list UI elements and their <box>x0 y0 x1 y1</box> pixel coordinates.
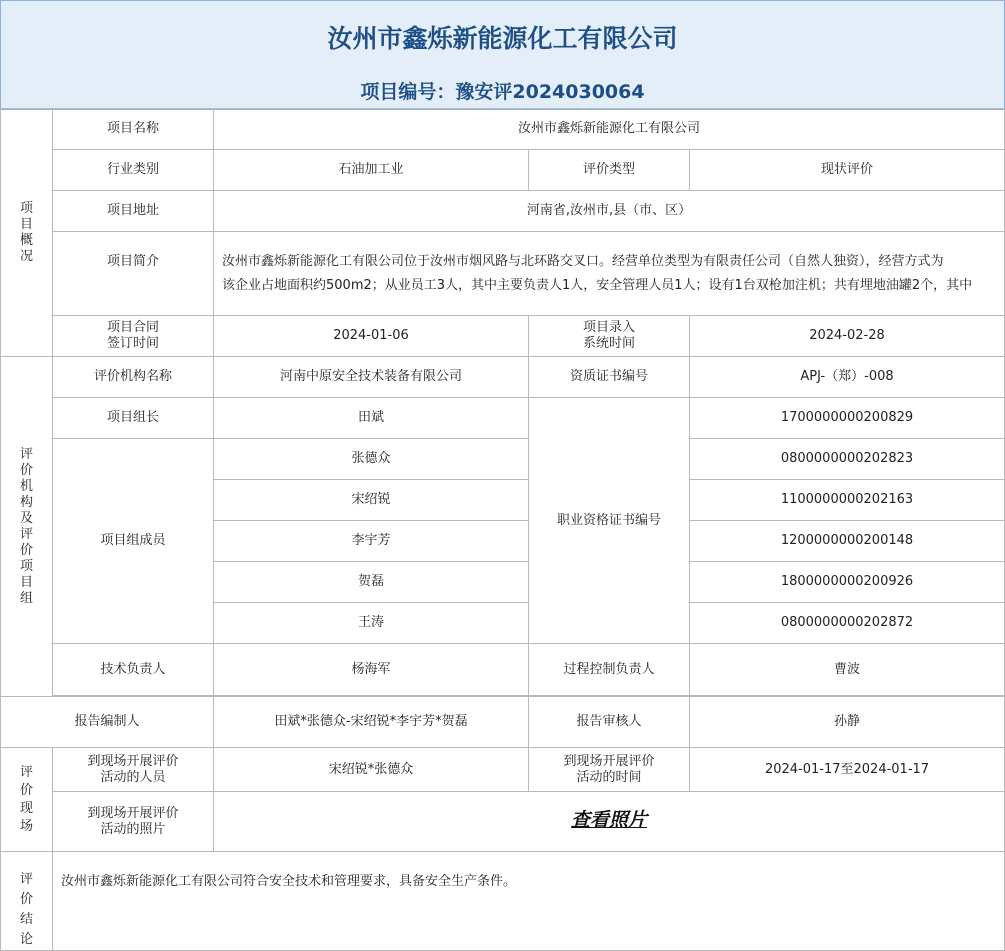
site-time-value: 2024-01-17至2024-01-17 <box>690 748 1005 792</box>
contract-date-value: 2024-01-06 <box>214 316 529 357</box>
job-cert-label: 职业资格证书编号 <box>529 398 690 644</box>
site-people-label-line: 活动的人员 <box>100 769 166 785</box>
site-photo-label-line: 活动的照片 <box>100 821 166 837</box>
process-lead-value: 曹波 <box>690 644 1005 696</box>
org-value: 河南中原安全技术装备有限公司 <box>214 357 529 398</box>
site-photo-label-line: 到现场开展评价 <box>87 805 179 821</box>
org-label: 评价机构名称 <box>53 357 214 398</box>
eval-type-label: 评价类型 <box>529 150 690 191</box>
member-name: 李宇芳 <box>214 521 529 562</box>
report-reviewer-label: 报告审核人 <box>529 697 690 748</box>
tech-lead-value: 杨海军 <box>214 644 529 696</box>
section-label-site: 评 价 现 场 <box>1 748 53 852</box>
intro-line: 该企业占地面积约500m2；从业员工3人，其中主要负责人1人，安全管理人员1人；设有1台双枪加注机；共有埋地油罐2个，其中 <box>222 277 973 293</box>
report-author-label: 报告编制人 <box>1 697 214 748</box>
site-people-label <box>53 748 214 792</box>
site-people-value: 宋绍锐*张德众 <box>214 748 529 792</box>
project-name-label: 项目名称 <box>53 109 214 150</box>
address-value: 河南省,汝州市,县（市、区） <box>214 191 1005 232</box>
entry-date-label-line: 系统时间 <box>582 336 635 351</box>
member-name: 王涛 <box>214 603 529 644</box>
view-photos-link[interactable]: 查看照片 <box>571 809 648 831</box>
member-cert: 1800000000200926 <box>690 562 1005 603</box>
report-reviewer-value: 孙静 <box>690 697 1005 748</box>
member-name: 张德众 <box>214 439 529 480</box>
conclusion-text: 汝州市鑫烁新能源化工有限公司符合安全技术和管理要求，具备安全生产条件。 <box>53 852 1005 951</box>
cert-value: APJ-（郑）-008 <box>690 357 1005 398</box>
member-cert: 1200000000200148 <box>690 521 1005 562</box>
process-lead-label: 过程控制负责人 <box>529 644 690 696</box>
member-name: 贺磊 <box>214 562 529 603</box>
leader-label: 项目组长 <box>53 398 214 439</box>
contract-date-label-line: 项目合同 <box>106 320 159 335</box>
industry-label: 行业类别 <box>53 150 214 191</box>
cert-label: 资质证书编号 <box>529 357 690 398</box>
site-people-label-line: 到现场开展评价 <box>87 753 179 769</box>
project-info-table <box>0 108 1005 951</box>
company-title: 汝州市鑫烁新能源化工有限公司 <box>327 24 678 53</box>
page-header <box>0 0 1005 110</box>
member-name: 宋绍锐 <box>214 480 529 521</box>
site-photo-label <box>53 792 214 852</box>
contract-date-label <box>53 316 214 357</box>
report-author-value: 田斌*张德众-宋绍锐*李宇芳*贺磊 <box>214 697 529 748</box>
intro-value <box>214 232 1005 316</box>
address-label: 项目地址 <box>53 191 214 232</box>
member-cert: 0800000000202823 <box>690 439 1005 480</box>
site-photo-cell <box>214 792 1005 852</box>
intro-line: 汝州市鑫烁新能源化工有限公司位于汝州市烟风路与北环路交叉口。经营单位类型为有限责任公司（自然人独资），经营方式为 <box>222 253 944 269</box>
section-label-overview: 项 目 概 况 <box>1 109 53 357</box>
entry-date-label <box>529 316 690 357</box>
entry-date-label-line: 项目录入 <box>582 320 635 335</box>
section-label-conclusion: 评 价 结 论 <box>1 852 53 951</box>
leader-cert: 1700000000200829 <box>690 398 1005 439</box>
member-cert: 0800000000202872 <box>690 603 1005 644</box>
site-time-label-line: 到现场开展评价 <box>563 753 655 769</box>
members-label: 项目组成员 <box>53 439 214 644</box>
contract-date-label-line: 签订时间 <box>106 336 159 351</box>
section-label-agency: 评 价 机 构 及 评 价 项 目 组 <box>1 357 53 697</box>
tech-lead-label: 技术负责人 <box>53 644 214 696</box>
project-name-value: 汝州市鑫烁新能源化工有限公司 <box>214 109 1005 150</box>
eval-type-value: 现状评价 <box>690 150 1005 191</box>
entry-date-value: 2024-02-28 <box>690 316 1005 357</box>
industry-value: 石油加工业 <box>214 150 529 191</box>
project-number: 项目编号：豫安评2024030064 <box>360 81 645 103</box>
site-time-label-line: 活动的时间 <box>576 769 642 785</box>
leader-name: 田斌 <box>214 398 529 439</box>
intro-label: 项目简介 <box>53 232 214 316</box>
site-time-label <box>529 748 690 792</box>
member-cert: 1100000000202163 <box>690 480 1005 521</box>
